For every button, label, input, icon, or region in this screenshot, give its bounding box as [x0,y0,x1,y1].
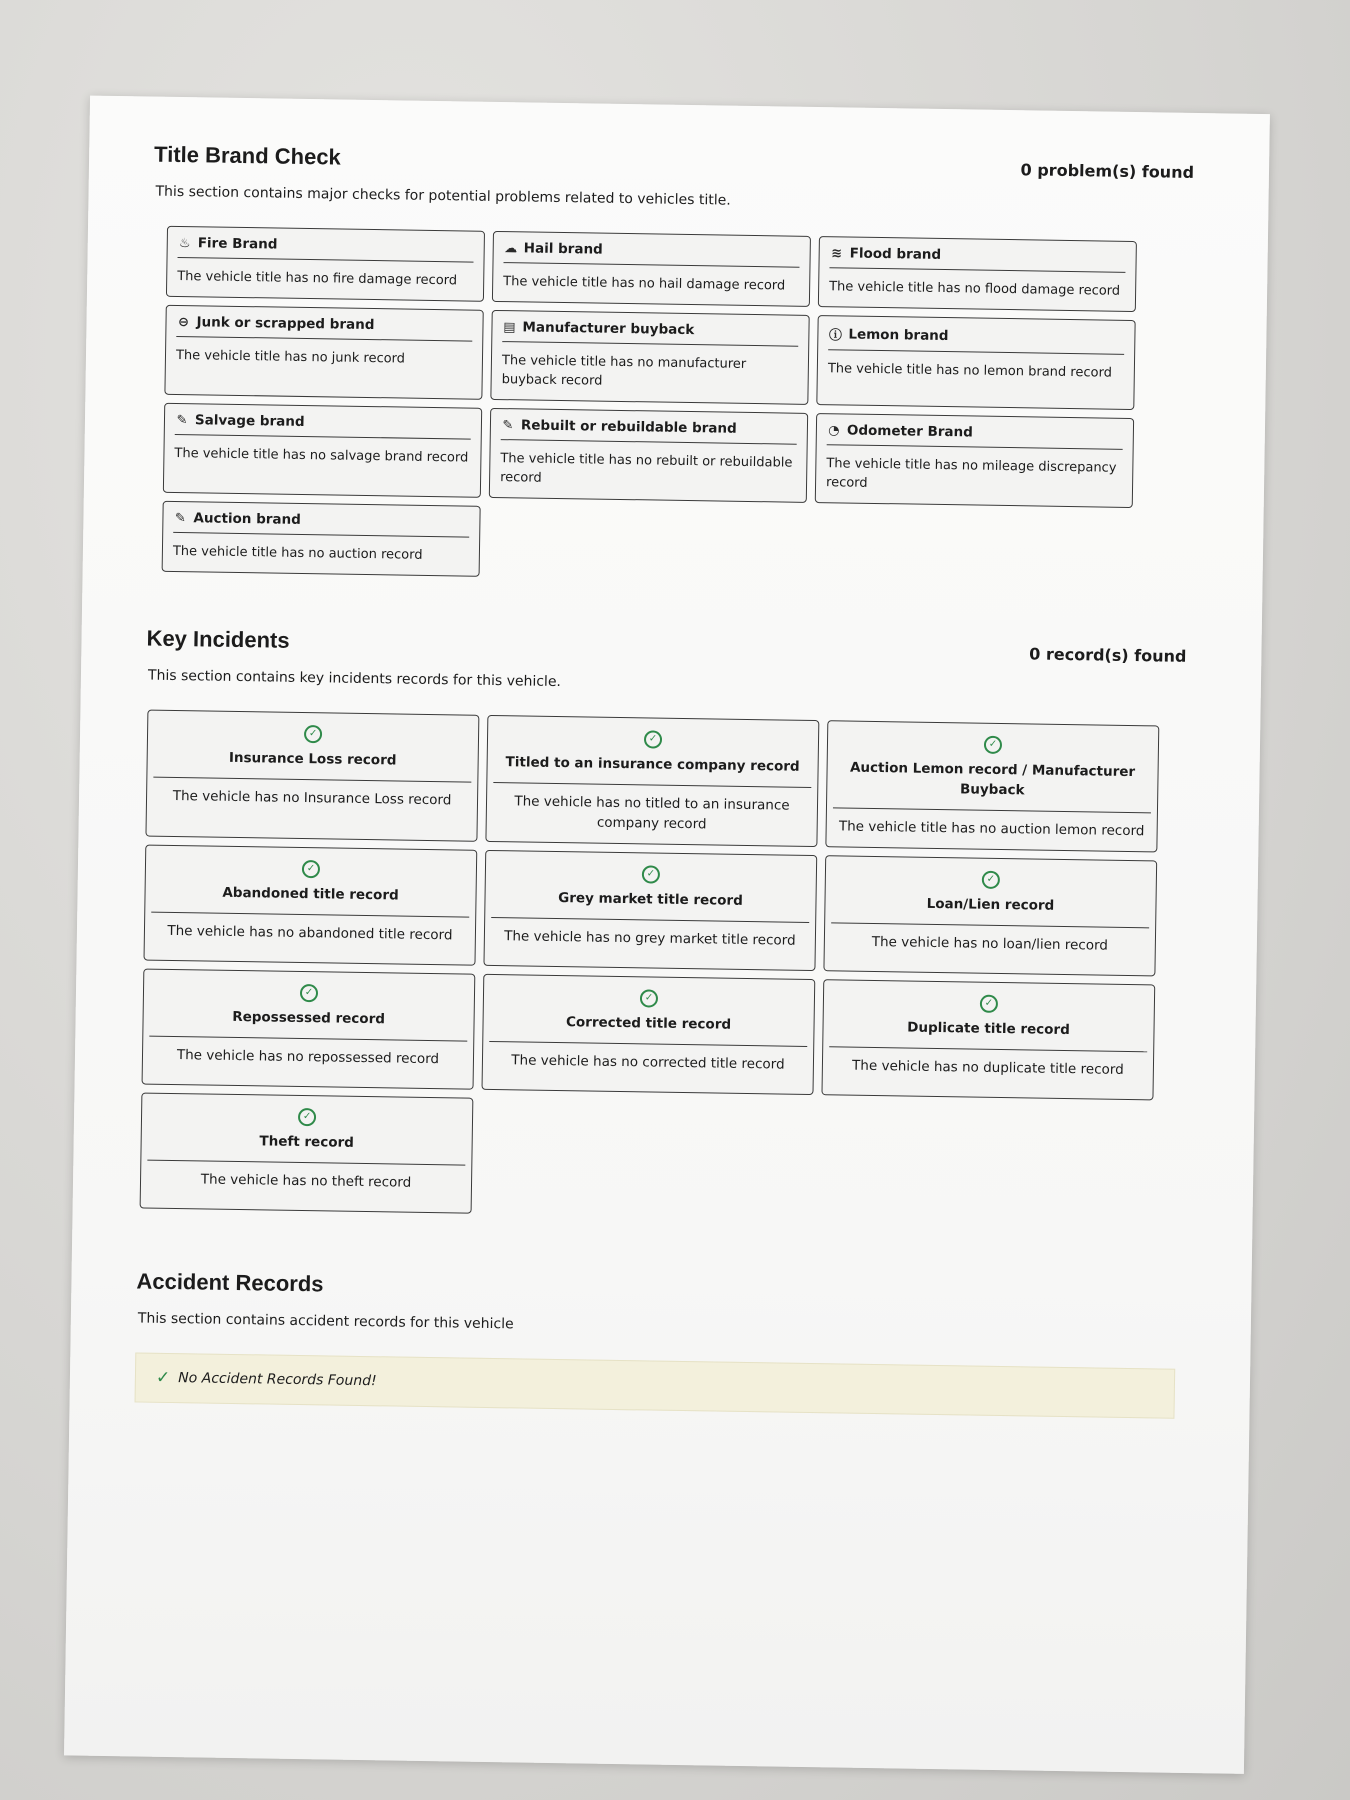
brand-card-header [175,412,471,440]
incident-card [825,720,1159,852]
accident-records-description: This section contains accident records for this vehicle [137,1310,514,1333]
report-content [135,142,1195,1419]
accident-records-title: Accident Records [136,1268,324,1297]
no-accident-banner [135,1352,1176,1418]
brand-card-label: Rebuilt or rebuildable brand [520,417,737,437]
incident-card [482,974,816,1095]
brand-card [816,315,1135,410]
incident-card [483,850,817,971]
car-icon: ⊖ [177,314,190,330]
incident-card-text: The vehicle has no duplicate title record [851,1057,1124,1078]
brand-card-label: Hail brand [523,240,603,258]
incident-card [823,855,1157,976]
title-brand-grid [162,226,1193,588]
title-brand-count: 0 problem(s) found [1020,160,1195,182]
brand-card-header [176,314,472,342]
incident-card-label: Corrected title record [489,1011,807,1047]
incident-card [821,979,1155,1100]
gavel-icon: ✎ [174,510,187,526]
incident-card-text: The vehicle has no theft record [200,1171,412,1191]
key-incidents-grid [140,710,1186,1225]
factory-icon: ▤ [503,319,516,335]
brand-card-text: The vehicle title has no mileage discrepancy record [825,456,1117,491]
brand-card-label: Flood brand [849,245,942,263]
incident-card-text: The vehicle has no titled to an insurance company record [514,793,790,833]
brand-card-header [828,324,1124,355]
brand-card-label: Salvage brand [194,412,305,430]
brand-card-text: The vehicle title has no rebuilt or rebuildable record [500,451,793,486]
brand-card [164,305,483,400]
incident-card-text: The vehicle has no abandoned title record [167,922,453,944]
check-circle-icon: ✓ [300,984,318,1002]
brand-card-header [827,422,1123,450]
brand-card [162,501,481,577]
brand-card-header [503,240,799,268]
incident-card-text: The vehicle has no Insurance Loss record [172,787,452,809]
incident-card-label: Insurance Loss record [153,747,471,783]
incident-card-label: Theft record [147,1130,465,1166]
brand-card-text: The vehicle title has no manufacturer buyback record [501,353,747,389]
fire-icon: ♨ [178,235,191,251]
brand-card-label: Manufacturer buyback [522,319,695,339]
brand-card-label: Fire Brand [197,235,278,253]
brand-card-header [173,510,469,538]
check-circle-icon: ✓ [980,995,998,1013]
hail-icon: ☁ [504,240,518,256]
brand-card-text: The vehicle title has no salvage brand record [174,445,469,466]
key-incidents-count: 0 record(s) found [1029,644,1187,666]
brand-card [815,413,1134,508]
check-circle-icon: ✓ [298,1108,316,1126]
brand-card-header [829,245,1125,273]
incident-card-text: The vehicle has no corrected title record [511,1052,785,1073]
brand-card-text: The vehicle title has no flood damage record [829,279,1121,299]
incident-card-text: The vehicle has no grey market title record [504,928,796,949]
brand-card-text: The vehicle title has no junk record [175,347,406,367]
no-accident-text: No Accident Records Found! [178,1370,377,1390]
incident-card [485,715,819,847]
check-circle-icon: ✓ [640,989,658,1007]
gauge-icon: ◔ [828,422,840,438]
brand-card-label: Odometer Brand [846,422,973,441]
incident-card-label: Titled to an insurance company record [493,752,811,788]
incident-card-label: Grey market title record [491,887,809,923]
brand-card [492,231,811,307]
brand-card-header [178,235,474,263]
check-circle-icon: ✓ [302,860,320,878]
title-brand-title: Title Brand Check [153,141,341,170]
incident-card-text: The vehicle has no loan/lien record [871,933,1109,954]
check-circle-icon: ✓ [642,865,660,883]
brand-card-text: The vehicle title has no auction record [172,543,423,563]
brand-card [163,403,482,498]
brand-card-header [502,319,798,347]
key-incidents-description: This section contains key incidents records for this vehicle. [147,667,562,691]
check-icon: ✓ [155,1367,171,1388]
wrench-icon: ✎ [176,412,188,428]
printed-page [64,96,1270,1774]
brand-card-text: The vehicle title has no hail damage record [503,274,786,294]
key-incidents-title: Key Incidents [146,625,290,653]
incident-card-text: The vehicle has no repossessed record [176,1047,440,1068]
incident-card [143,845,477,966]
title-brand-description: This section contains major checks for potential problems related to vehicles title. [155,183,731,209]
alert-icon: ⓘ [828,328,843,344]
check-circle-icon: ✓ [644,730,662,748]
hammer-icon: ✎ [502,417,514,433]
brand-card-label: Junk or scrapped brand [196,314,375,334]
flood-icon: ≋ [831,245,843,261]
check-circle-icon: ✓ [304,725,322,743]
title-brand-header [154,142,1194,184]
brand-card [490,310,809,405]
brand-card-text: The vehicle title has no lemon brand record [827,361,1113,381]
incident-card-text: The vehicle title has no auction lemon record [838,818,1145,840]
check-circle-icon: ✓ [982,871,1000,889]
brand-card-text: The vehicle title has no fire damage record [177,268,458,289]
incident-card [142,969,476,1090]
brand-card-header [501,417,797,445]
incident-card-label: Abandoned title record [151,882,469,918]
brand-card [818,236,1137,312]
brand-card-label: Auction brand [193,510,301,528]
brand-card [166,226,485,302]
incident-card [140,1093,474,1214]
check-circle-icon: ✓ [984,736,1002,754]
brand-card-label: Lemon brand [848,326,949,344]
incident-card-label: Loan/Lien record [831,892,1149,928]
incident-card-label: Repossessed record [149,1006,467,1042]
brand-card [489,408,808,503]
incident-card-label: Duplicate title record [829,1016,1147,1052]
incident-card-label: Auction Lemon record / Manufacturer Buyback [833,757,1152,813]
incident-card [145,710,479,842]
